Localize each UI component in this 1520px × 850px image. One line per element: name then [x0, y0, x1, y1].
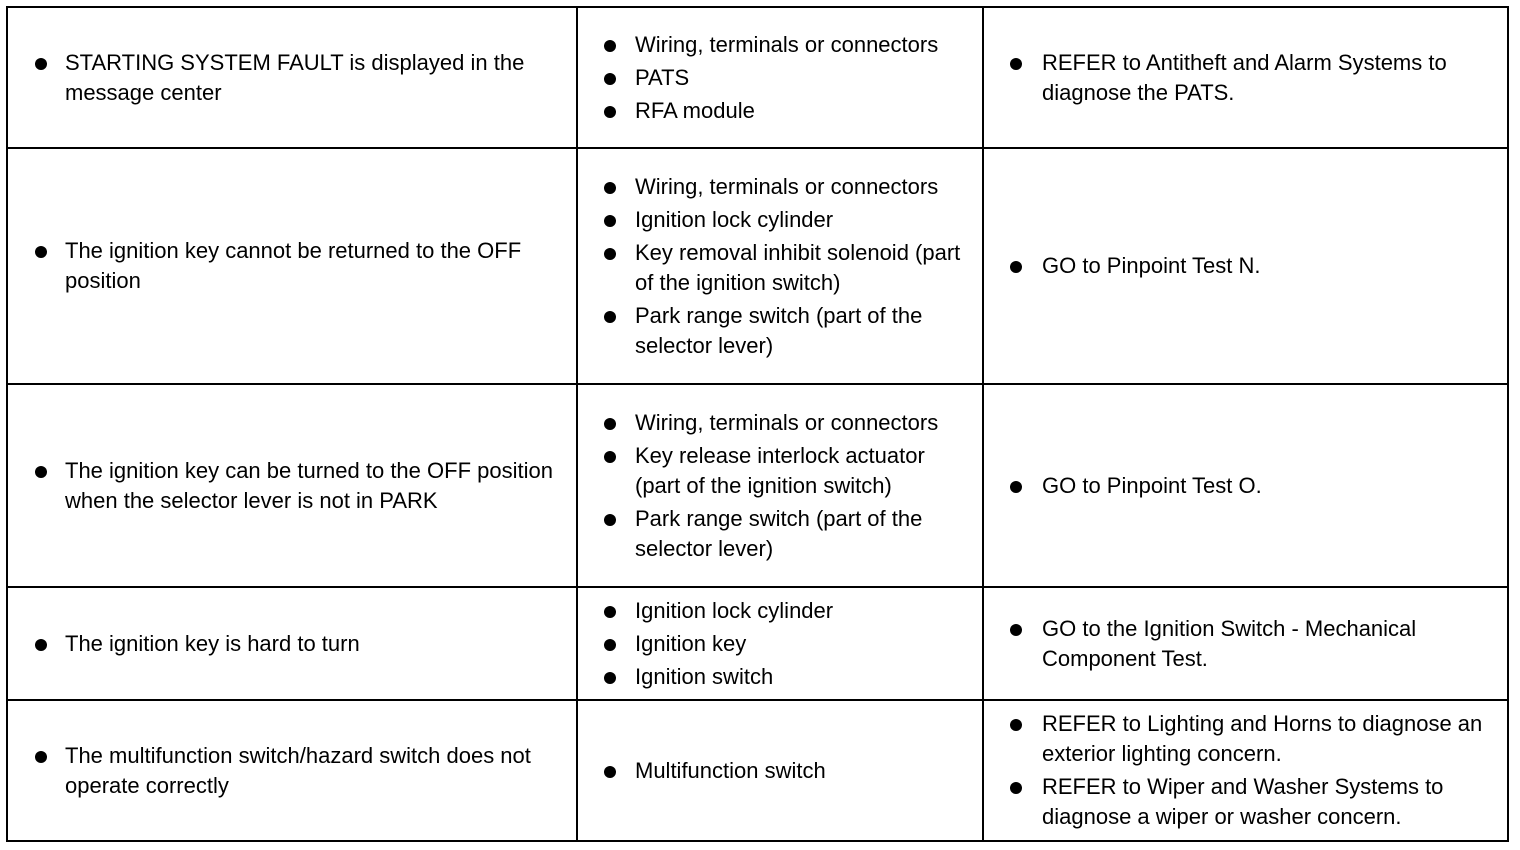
condition-cell: [7, 148, 577, 384]
bullet-icon: [35, 639, 47, 651]
condition-item: [8, 629, 556, 659]
bullet-icon: [604, 182, 616, 194]
bullet-icon: [604, 766, 616, 778]
source-text: Ignition switch: [635, 663, 774, 689]
source-item: [578, 63, 972, 93]
table-row: [7, 148, 1508, 384]
symptom-chart-body: [7, 7, 1508, 841]
condition-item: [8, 456, 556, 516]
source-item: [578, 96, 972, 126]
action-cell: [983, 7, 1508, 148]
bullet-icon: [1010, 261, 1022, 273]
bullet-icon: [604, 215, 616, 227]
possible-source-cell: [577, 700, 983, 841]
action-item: [984, 614, 1497, 674]
possible-source-cell: [577, 587, 983, 700]
source-text: Wiring, terminals or connectors: [635, 409, 939, 435]
bullet-icon: [604, 514, 616, 526]
source-item: [578, 596, 972, 626]
action-item: [984, 709, 1497, 769]
action-text: REFER to Antitheft and Alarm Systems to diagnose the PATS.: [1042, 49, 1447, 105]
action-text: GO to Pinpoint Test N.: [1042, 253, 1261, 278]
condition-text: STARTING SYSTEM FAULT is displayed in the message center: [65, 49, 525, 105]
condition-item: [8, 236, 556, 296]
source-text: Wiring, terminals or connectors: [635, 31, 939, 57]
condition-text: The ignition key cannot be returned to the OFF position: [65, 238, 522, 293]
source-text: Ignition key: [635, 630, 747, 656]
source-item: [578, 441, 972, 501]
source-text: RFA module: [635, 97, 755, 123]
bullet-icon: [35, 751, 47, 763]
action-text: REFER to Lighting and Horns to diagnose an exterior lighting concern.: [1042, 711, 1483, 766]
table-row: [7, 587, 1508, 700]
source-item: [578, 238, 972, 298]
bullet-icon: [1010, 782, 1022, 794]
bullet-icon: [604, 639, 616, 651]
table-row: [7, 384, 1508, 587]
condition-item: [8, 741, 556, 801]
action-item: [984, 772, 1497, 832]
symptom-chart-table: [6, 6, 1509, 842]
action-cell: [983, 587, 1508, 700]
action-cell: [983, 384, 1508, 587]
table-row: [7, 700, 1508, 841]
condition-cell: [7, 587, 577, 700]
bullet-icon: [1010, 481, 1022, 493]
bullet-icon: [604, 451, 616, 463]
action-text: REFER to Wiper and Washer Systems to diagnose a wiper or washer concern.: [1042, 774, 1444, 829]
action-item: [984, 251, 1497, 281]
source-item: [578, 504, 972, 564]
source-text: Park range switch (part of the selector lever): [635, 505, 923, 561]
condition-text: The multifunction switch/hazard switch does not operate correctly: [65, 742, 531, 798]
bullet-icon: [1010, 719, 1022, 731]
possible-source-cell: [577, 148, 983, 384]
table-row: [7, 7, 1508, 148]
condition-cell: [7, 7, 577, 148]
action-item: [984, 48, 1497, 108]
condition-cell: [7, 384, 577, 587]
source-item: [578, 756, 972, 786]
action-item: [984, 471, 1497, 501]
bullet-icon: [604, 40, 616, 52]
source-item: [578, 172, 972, 202]
source-item: [578, 205, 972, 235]
possible-source-cell: [577, 7, 983, 148]
source-text: Multifunction switch: [635, 757, 826, 783]
action-text: GO to the Ignition Switch - Mechanical Component Test.: [1042, 615, 1417, 671]
action-cell: [983, 148, 1508, 384]
source-text: Key removal inhibit solenoid (part of the ignition switch): [635, 239, 961, 295]
source-text: Wiring, terminals or connectors: [635, 173, 939, 199]
bullet-icon: [35, 58, 47, 70]
condition-text: The ignition key can be turned to the OFF position when the selector lever is not in PARK: [65, 457, 553, 513]
bullet-icon: [35, 466, 47, 478]
source-text: Ignition lock cylinder: [635, 597, 834, 623]
bullet-icon: [604, 106, 616, 118]
bullet-icon: [604, 311, 616, 323]
condition-item: [8, 48, 556, 108]
source-item: [578, 30, 972, 60]
bullet-icon: [604, 73, 616, 85]
bullet-icon: [604, 248, 616, 260]
source-text: Park range switch (part of the selector lever): [635, 302, 923, 358]
condition-cell: [7, 700, 577, 841]
bullet-icon: [604, 672, 616, 684]
possible-source-cell: [577, 384, 983, 587]
source-item: [578, 662, 972, 692]
bullet-icon: [604, 418, 616, 430]
source-text: Key release interlock actuator (part of the ignition switch): [635, 442, 925, 498]
bullet-icon: [604, 606, 616, 618]
bullet-icon: [1010, 58, 1022, 70]
bullet-icon: [35, 246, 47, 258]
source-item: [578, 408, 972, 438]
source-text: Ignition lock cylinder: [635, 206, 834, 232]
action-cell: [983, 700, 1508, 841]
condition-text: The ignition key is hard to turn: [65, 630, 360, 656]
source-item: [578, 629, 972, 659]
source-item: [578, 301, 972, 361]
action-text: GO to Pinpoint Test O.: [1042, 472, 1262, 498]
bullet-icon: [1010, 624, 1022, 636]
source-text: PATS: [635, 64, 690, 90]
